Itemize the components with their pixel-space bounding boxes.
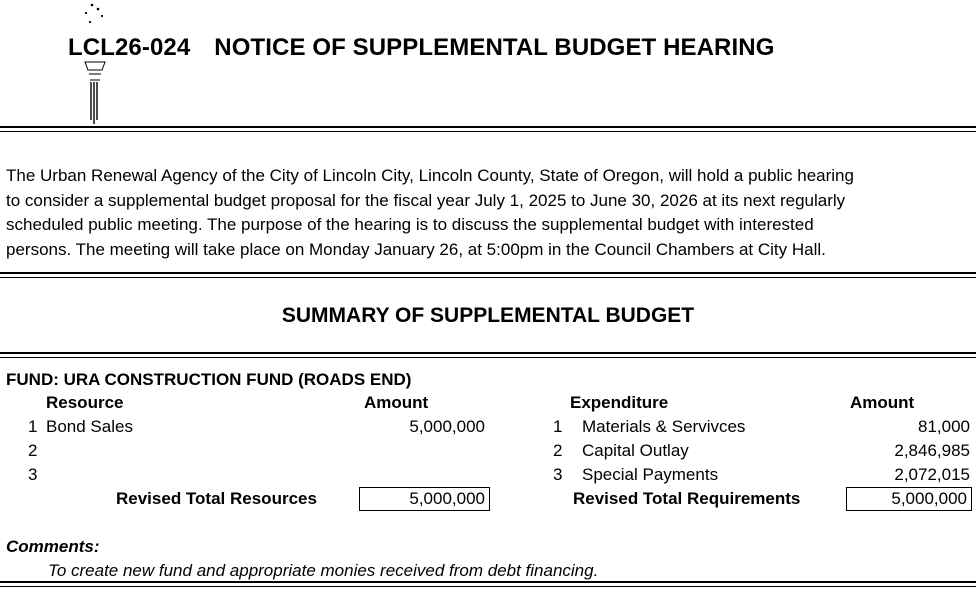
expenditure-row-name: Special Payments — [582, 465, 719, 484]
resource-row-num: 3 — [28, 465, 38, 484]
expenditure-row-name: Materials & Servivces — [582, 417, 746, 436]
intro-line: scheduled public meeting. The purpose of the hearing is to discuss the supplemental budget with interested — [6, 215, 814, 234]
expenditure-header: Expenditure — [570, 393, 669, 412]
fund-label: FUND: URA CONSTRUCTION FUND (ROADS END) — [6, 370, 412, 389]
comments-text: To create new fund and appropriate monies received from debt financing. — [48, 561, 599, 580]
notice-title: NOTICE OF SUPPLEMENTAL BUDGET HEARING — [214, 34, 775, 61]
expenditure-row-amount: 2,072,015 — [894, 465, 970, 484]
notice-code: LCL26-024 — [68, 34, 191, 61]
intro-paragraph — [6, 164, 974, 262]
divider — [0, 581, 976, 587]
expenditure-row-amount: 81,000 — [918, 417, 970, 436]
expenditure-row-num: 2 — [553, 441, 563, 460]
resource-row-num: 1 — [28, 417, 38, 436]
summary-title: SUMMARY OF SUPPLEMENTAL BUDGET — [281, 304, 695, 327]
resource-amount-header: Amount — [364, 393, 429, 412]
resources-total-box: 5,000,000 — [359, 487, 490, 511]
intro-line: to consider a supplemental budget proposal for the fiscal year July 1, 2025 to June 30, 2026 at its next regularly — [6, 190, 846, 210]
expenditure-amount-header: Amount — [850, 393, 915, 412]
expenditure-row-amount: 2,846,985 — [894, 441, 970, 460]
expenditure-row-num: 3 — [553, 465, 563, 484]
intro-line: persons. The meeting will take place on Monday January 26, at 5:00pm in the Council Chambers at City Hall. — [6, 239, 826, 259]
comments-label: Comments: — [6, 537, 100, 556]
resource-header: Resource — [46, 393, 124, 412]
divider — [0, 126, 976, 132]
resource-row-name: Bond Sales — [46, 417, 133, 436]
requirements-total-box: 5,000,000 — [846, 487, 972, 511]
divider — [0, 272, 976, 278]
expenditure-row-name: Capital Outlay — [582, 441, 689, 460]
resource-row-num: 2 — [28, 441, 38, 460]
expenditure-row-num: 1 — [553, 417, 563, 436]
divider — [0, 352, 976, 358]
requirements-total-label: Revised Total Requirements — [573, 489, 801, 508]
agency-logo-icon — [80, 0, 110, 130]
resources-total-label: Revised Total Resources — [116, 489, 317, 508]
intro-line: The Urban Renewal Agency of the City of Lincoln City, Lincoln County, State of Oregon, will hold a public hearing — [6, 166, 854, 185]
resource-row-amount: 5,000,000 — [409, 417, 485, 436]
notice-heading — [68, 34, 774, 62]
